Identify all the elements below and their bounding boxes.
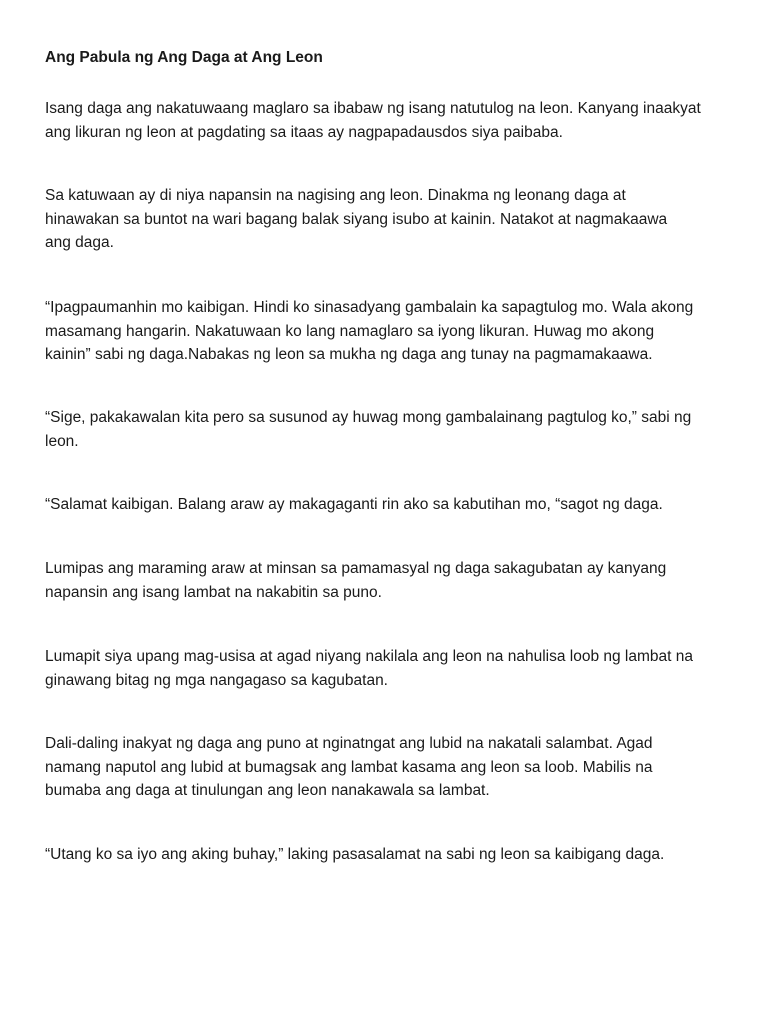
paragraph-9 [45, 843, 664, 867]
paragraph-4 [45, 406, 691, 453]
paragraph-line: Dali-daling inakyat ng daga ang puno at nginatngat ang lubid na nakatali salambat. Agad [45, 735, 653, 752]
paragraph-line: “Ipagpaumanhin mo kaibigan. Hindi ko sinasadyang gambalain ka sapagtulog mo. Wala akong [45, 299, 694, 316]
paragraph-line: napansin ang isang lambat na nakabitin sa puno. [45, 583, 382, 601]
paragraph-line: kainin” sabi ng daga.Nabakas ng leon sa mukha ng daga ang tunay na pagmamakaawa. [45, 346, 653, 363]
paragraph-line: Lumipas ang maraming araw at minsan sa pamamasyal ng daga sakagubatan ay kanyang [45, 560, 667, 577]
paragraph-3 [45, 296, 693, 367]
paragraph-line: hinawakan sa buntot na wari bagang balak siyang isubo at kainin. Natakot at nagmakaawa [45, 210, 668, 228]
paragraph-line: masamang hangarin. Nakatuwaan ko lang namaglaro sa iyong likuran. Huwag mo akong [45, 322, 655, 340]
paragraph-line: ang daga. [45, 234, 114, 251]
paragraph-line: “Sige, pakakawalan kita pero sa susunod ay huwag mong gambalainang pagtulog ko,” sabi ng [45, 409, 692, 426]
paragraph-line: namang naputol ang lubid at bumagsak ang lambat kasama ang leon sa loob. Mabilis na [45, 758, 653, 776]
paragraph-line: Sa katuwaan ay di niya napansin na nagising ang leon. Dinakma ng leonang daga at [45, 187, 626, 204]
paragraph-1 [45, 97, 701, 144]
paragraph-line: Lumapit siya upang mag-usisa at agad niyang nakilala ang leon na nahulisa loob ng lambat na [45, 648, 694, 665]
paragraph-6 [45, 557, 666, 604]
paragraph-line: Isang daga ang nakatuwaang maglaro sa ibabaw ng isang natutulog na leon. Kanyang inaakyat [45, 100, 701, 117]
paragraph-8 [45, 732, 653, 803]
paragraph-line: “Utang ko sa iyo ang aking buhay,” laking pasasalamat na sabi ng leon sa kaibigang daga. [45, 846, 665, 863]
paragraph-line: ginawang bitag ng mga nangagaso sa kagubatan. [45, 671, 388, 689]
document-title: Ang Pabula ng Ang Daga at Ang Leon [45, 49, 323, 66]
paragraph-line: bumaba ang daga at tinulungan ang leon nanakawala sa lambat. [45, 782, 490, 799]
paragraph-line: leon. [45, 432, 79, 450]
paragraph-5 [45, 493, 663, 517]
paragraph-line: ang likuran ng leon at pagdating sa itaas ay nagpapadausdos siya paibaba. [45, 123, 563, 141]
paragraph-7 [45, 645, 693, 692]
paragraph-2 [45, 184, 667, 255]
paragraph-line: “Salamat kaibigan. Balang araw ay makagaganti rin ako sa kabutihan mo, “sagot ng daga. [45, 496, 663, 513]
